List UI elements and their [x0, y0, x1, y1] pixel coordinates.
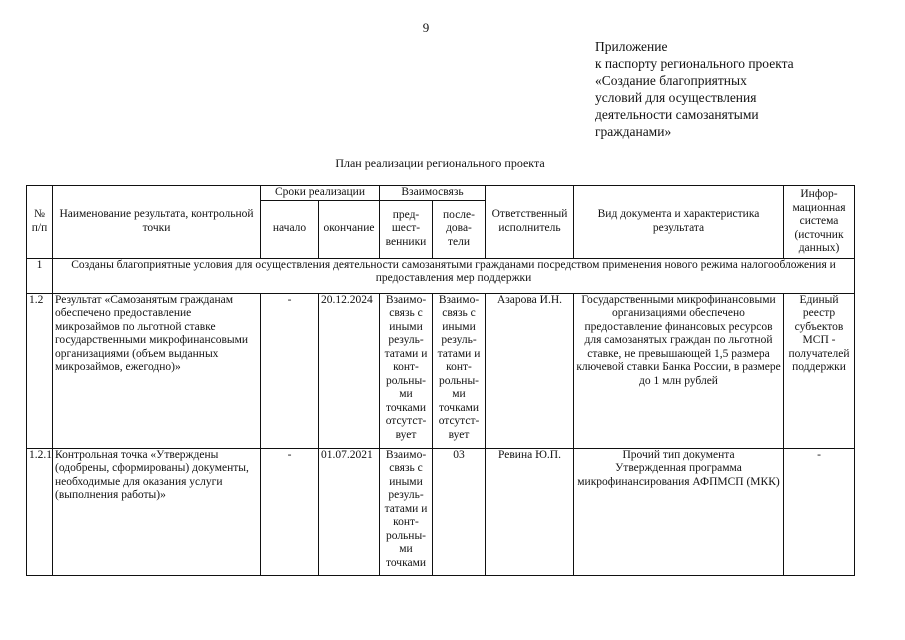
header-info-system: Инфор- мационная система (источник данных): [784, 186, 855, 259]
appendix-block: [595, 38, 855, 140]
row-start: -: [261, 448, 319, 575]
row-info-system: Единый реестр субъектов МСП - получателей поддержки: [784, 293, 855, 448]
table-header-row: [27, 186, 855, 201]
appendix-line: деятельности самозанятыми: [595, 107, 759, 122]
header-responsible: Ответственный исполнитель: [486, 186, 574, 259]
row-doc-type: Государственными микрофинансовыми организациями обеспечено предоставление финансовых ресурсов для самозанятых граждан по льготной ставке, не превышающей 1,5 размера ключевой ставки Банка России, в размере до 1 млн рублей: [574, 293, 784, 448]
header-terms: Сроки реализации: [261, 186, 380, 201]
row-doc-type: Прочий тип документа Утвержденная программа микрофинансирования АФПМСП (МКК): [574, 448, 784, 575]
appendix-line: условий для осуществления: [595, 90, 757, 105]
section-text: Созданы благоприятные условия для осуществления деятельности самозанятыми гражданами посредством применения нового режима налогообложения и предоставления мер поддержки: [53, 258, 855, 293]
header-relation: Взаимосвязь: [380, 186, 486, 201]
header-start: начало: [261, 200, 319, 258]
row-info-system: -: [784, 448, 855, 575]
row-start: -: [261, 293, 319, 448]
appendix-line: к паспорту регионального проекта: [595, 56, 794, 71]
section-num: 1: [27, 258, 53, 293]
row-responsible: Азарова И.Н.: [486, 293, 574, 448]
row-predecessors: Взаимо- связь с иными резуль- татами и конт- рольны- ми точками отсутст- вует: [380, 293, 433, 448]
appendix-line: «Создание благоприятных: [595, 73, 747, 88]
header-end: окончание: [319, 200, 380, 258]
row-successors: Взаимо- связь с иными резуль- татами и конт- рольны- ми точками отсутст- вует: [433, 293, 486, 448]
table-row: [27, 293, 855, 448]
page-number: 9: [422, 20, 430, 35]
appendix-line: Приложение: [595, 39, 668, 54]
row-predecessors: Взаимо- связь с иными резуль- татами и конт- рольны- ми точками: [380, 448, 433, 575]
header-successors: после- дова- тели: [433, 200, 486, 258]
appendix-line: гражданами»: [595, 124, 672, 139]
plan-title: План реализации регионального проекта: [335, 156, 545, 170]
row-responsible: Ревина Ю.П.: [486, 448, 574, 575]
row-name: Результат «Самозанятым гражданам обеспечено предоставление микрозаймов по льготной ставке государственными микрофинансовыми организациями (объем выданных микрозаймов, ежегодно)»: [53, 293, 261, 448]
row-successors: 03: [433, 448, 486, 575]
section-row: [27, 258, 855, 293]
row-num: 1.2.1: [27, 448, 53, 575]
table-row: [27, 448, 855, 575]
row-name: Контрольная точка «Утверждены (одобрены, сформированы) документы, необходимые для оказания услуги (выполнения работы)»: [53, 448, 261, 575]
row-end: 01.07.2021: [319, 448, 380, 575]
row-end: 20.12.2024: [319, 293, 380, 448]
plan-table: [26, 185, 855, 576]
header-doc-type: Вид документа и характеристика результата: [574, 186, 784, 259]
header-predecessors: пред- шест- венники: [380, 200, 433, 258]
row-num: 1.2: [27, 293, 53, 448]
header-name: Наименование результата, контрольной точки: [53, 186, 261, 259]
header-num: № п/п: [27, 186, 53, 259]
